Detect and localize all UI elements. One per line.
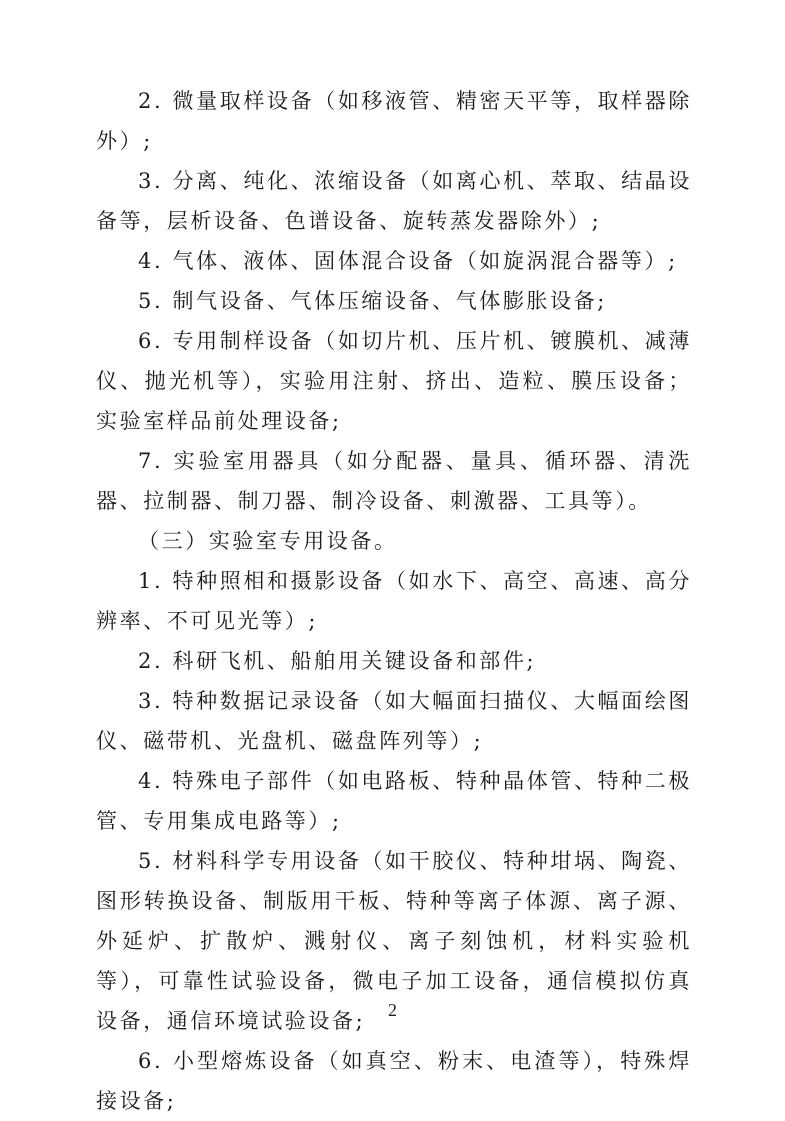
section-heading-lab-equipment: （三）实验室专用设备。 — [138, 529, 398, 553]
list-item-smelting: 6. 小型熔炼设备（如真空、粉末、电渣等），特殊焊接设备; — [96, 1049, 692, 1113]
page-number: 2 — [388, 1000, 397, 1020]
list-item-data-recording: 3. 特种数据记录设备（如大幅面扫描仪、大幅面绘图仪、磁带机、光盘机、磁盘阵列等）; — [96, 689, 692, 753]
document-body — [96, 81, 692, 1121]
list-item-aircraft-ship: 2. 科研飞机、船舶用关键设备和部件; — [138, 649, 537, 673]
list-item-gas: 5. 制气设备、气体压缩设备、气体膨胀设备; — [138, 289, 607, 313]
list-item-micro-sampling: 2. 微量取样设备（如移液管、精密天平等，取样器除外）; — [96, 89, 692, 153]
list-item-materials-science: 5. 材料科学专用设备（如干胶仪、特种坩埚、陶瓷、图形转换设备、制版用干板、特种等离子体源、离子源、外延炉、扩散炉、溅射仪、离子刻蚀机，材料实验机等），可靠性试验设备，微电子加工设备，通信模拟仿真设备，通信环境试验设备; — [96, 849, 692, 1033]
list-item-sample-prep: 6. 专用制样设备（如切片机、压片机、镀膜机、减薄仪、抛光机等），实验用注射、挤出、造粒、膜压设备；实验室样品前处理设备; — [96, 329, 692, 433]
list-item-separation: 3. 分离、纯化、浓缩设备（如离心机、萃取、结晶设备等，层析设备、色谱设备、旋转蒸发器除外）; — [96, 169, 692, 233]
list-item-photography: 1. 特种照相和摄影设备（如水下、高空、高速、高分辨率、不可见光等）; — [96, 569, 692, 633]
list-item-lab-tools: 7. 实验室用器具（如分配器、量具、循环器、清洗器、拉制器、制刀器、制冷设备、刺激器、工具等）。 — [96, 449, 692, 513]
list-item-electronic-parts: 4. 特殊电子部件（如电路板、特种晶体管、特种二极管、专用集成电路等）; — [96, 769, 692, 833]
list-item-mixing: 4. 气体、液体、固体混合设备（如旋涡混合器等）; — [138, 249, 678, 273]
